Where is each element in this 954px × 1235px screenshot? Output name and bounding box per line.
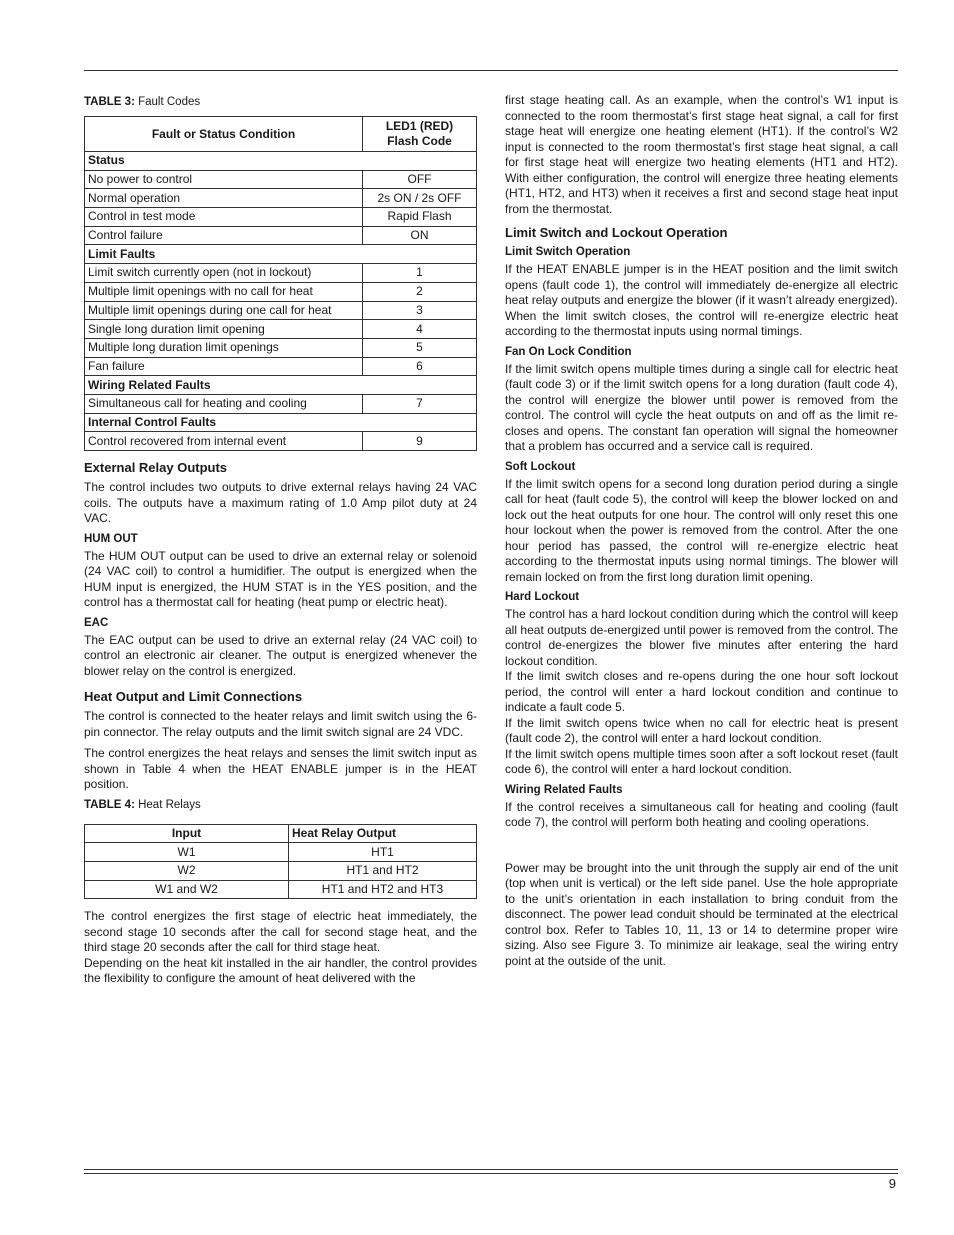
table4-col1-header: Input: [85, 824, 289, 843]
hard-lockout-paragraph-4: If the limit switch opens multiple times soon after a soft lockout reset (fault code 6), the control will enter a hard lockout condition.: [505, 746, 898, 776]
table3-condition-cell: Fan failure: [85, 357, 363, 376]
table3-condition-cell: Single long duration limit opening: [85, 320, 363, 339]
table3-condition-cell: Multiple limit openings with no call for heat: [85, 282, 363, 301]
heat-relays-table: [84, 824, 477, 900]
bottom-rule: [84, 1169, 898, 1170]
table3-code-cell: 9: [363, 432, 477, 451]
table4-output-cell: HT1 and HT2 and HT3: [289, 880, 477, 899]
table3-group-row: [85, 152, 477, 171]
table-row: [85, 843, 477, 862]
ext-relay-paragraph: The control includes two outputs to drive external relays having 24 VAC coils. The outputs have a maximum rating of 1.0 Amp pilot duty at 24 VAC.: [84, 480, 477, 525]
table-row: [85, 208, 477, 227]
hum-out-heading: HUM OUT: [84, 532, 138, 545]
table3-condition-cell: Control failure: [85, 226, 363, 245]
table4-header-row: [85, 824, 477, 843]
table-row: [85, 320, 477, 339]
table-row: [85, 170, 477, 189]
limit-switch-operation-paragraph: If the HEAT ENABLE jumper is in the HEAT position and the limit switch opens (fault code 1), the control will immediately de-energize all electric heat relay outputs and energize the blower (if it wasn’t already energized). When the limit switch closes, the control will re-energize electric heat according to the thermostat inputs using normal timings.: [505, 262, 898, 338]
table3-group-row: [85, 413, 477, 432]
table4-output-cell: HT1: [289, 843, 477, 862]
wiring-faults-heading: Wiring Related Faults: [505, 783, 623, 796]
limit-switch-lockout-heading: Limit Switch and Lockout Operation: [505, 225, 728, 240]
eac-paragraph: The EAC output can be used to drive an external relay (24 VAC coil) to control an electronic air cleaner. The output is energized whenever the blower relay on the control is energized.: [84, 632, 477, 678]
table-row: [85, 880, 477, 899]
table4-output-cell: HT1 and HT2: [289, 861, 477, 880]
table3-body: [85, 152, 477, 451]
page-number: 9: [888, 1176, 896, 1191]
soft-lockout-paragraph: If the limit switch opens for a second long duration period during a single call for heat (fault code 5), the control will keep the blower locked on and lock out the heat outputs for one hour. The control will only reset this one hour lockout when the power is removed from the control. After the one hour period has passed, the control will re-energize electric heat according to the thermostat inputs using normal timings. The blower will remain locked on from the first long duration limit opening.: [505, 476, 898, 584]
table-row: [85, 861, 477, 880]
bottom-rule-secondary: [84, 1173, 898, 1174]
soft-lockout-heading: Soft Lockout: [505, 460, 576, 473]
table3-code-cell: 5: [363, 338, 477, 357]
table3-condition-cell: Multiple limit openings during one call for heat: [85, 301, 363, 320]
table-row: [85, 301, 477, 320]
table3-condition-cell: Control in test mode: [85, 208, 363, 227]
table3-group-label: Limit Faults: [85, 245, 477, 264]
table4-caption: [84, 799, 477, 811]
table3-col1-header: Fault or Status Condition: [85, 117, 363, 152]
heat-output-paragraph-2: The control energizes the heat relays and senses the limit switch input as shown in Table 4 when the HEAT ENABLE jumper is in the HEAT position.: [84, 746, 477, 791]
table3-condition-cell: Limit switch currently open (not in lockout): [85, 264, 363, 283]
right-column: [505, 93, 898, 975]
table3-code-cell: OFF: [363, 170, 477, 189]
table3-code-cell: 1: [363, 264, 477, 283]
table3-group-label: Internal Control Faults: [85, 413, 477, 432]
table-row: [85, 226, 477, 245]
table4-label: TABLE 4:: [84, 798, 135, 811]
table3-code-cell: 4: [363, 320, 477, 339]
fault-codes-table: [84, 116, 477, 451]
heat-output-heading: Heat Output and Limit Connections: [84, 689, 303, 704]
table3-title: Fault Codes: [138, 96, 201, 108]
after-table4-paragraph-1: The control energizes the first stage of electric heat immediately, the second stage 10 seconds after the call for second stage heat, and the third stage 20 seconds after the call for third stage heat.: [84, 909, 477, 955]
table-row: [85, 282, 477, 301]
table3-group-row: [85, 245, 477, 264]
table-row: [85, 432, 477, 451]
table3-caption: [84, 96, 477, 108]
fan-on-lock-heading: Fan On Lock Condition: [505, 345, 632, 358]
power-wiring-paragraph: Power may be brought into the unit through the supply air end of the unit (top when unit is vertical) or the left side panel. Use the hole appropriate to the unit’s orientation in each installation to bring conduit from the disconnect. The power lead conduit should be terminated at the electrical control box. Refer to Tables 10, 11, 13 or 14 to determine proper wire sizing. Also see Figure 3. To minimize air leakage, seal the wiring entry point at the outside of the unit.: [505, 860, 898, 968]
hard-lockout-paragraph-1: The control has a hard lockout condition during which the control will keep all heat outputs de-energized until power is removed from the control. The control de-energizes the blower five minutes after entering the hard lockout condition.: [505, 607, 898, 668]
continued-paragraph: first stage heating call. As an example, when the control’s W1 input is connected to the room thermostat’s first stage heat signal, a call for first stage heat will energize one heating element (HT1). If the control’s W2 input is connected to the room thermostat’s first stage heat signal, a call for first stage heat will energize two heating elements (HT1 and HT2). With either configuration, the control will energize three heating elements (HT1, HT2, and HT3) when it receives a first and second stage heat input from the thermostat.: [505, 93, 898, 216]
table3-group-label: Status: [85, 152, 477, 171]
table4-input-cell: W1: [85, 843, 289, 862]
table3-group-row: [85, 376, 477, 395]
table3-code-cell: 7: [363, 394, 477, 413]
heat-output-paragraph-1: The control is connected to the heater relays and limit switch using the 6-pin connector. The relay outputs and the limit switch signal are 24 VDC.: [84, 709, 477, 739]
table3-code-cell: ON: [363, 226, 477, 245]
table3-col2-header: [363, 117, 477, 152]
fan-on-lock-paragraph: If the limit switch opens multiple times during a single call for electric heat (fault code 3) or if the limit switch opens for a long duration (fault code 4), the control will energize the blower until power is removed from the control. The control will cycle the heat outputs on and off as the limit re-closes and opens. The constant fan operation will signal the homeowner that a problem has occurred and a service call is required.: [505, 361, 898, 453]
table3-code-cell: 2s ON / 2s OFF: [363, 189, 477, 208]
table3-condition-cell: Simultaneous call for heating and cooling: [85, 394, 363, 413]
top-rule: [84, 70, 898, 71]
table4-input-cell: W1 and W2: [85, 880, 289, 899]
table3-col2-header-line2: Flash Code: [387, 134, 452, 148]
after-table4-paragraph-2: Depending on the heat kit installed in the air handler, the control provides the flexibility to configure the amount of heat delivered with the: [84, 955, 477, 986]
hum-out-paragraph: The HUM OUT output can be used to drive an external relay or solenoid (24 VAC coil) to control a humidifier. The output is energized when the HUM input is energized, the HUM STAT is in the YES position, and the control has a thermostat call for heating (heat pump or electric heat).: [84, 548, 477, 609]
table-row: [85, 357, 477, 376]
table3-code-cell: Rapid Flash: [363, 208, 477, 227]
table3-code-cell: 6: [363, 357, 477, 376]
table3-col2-header-line1: LED1 (RED): [385, 119, 454, 133]
table-row: [85, 189, 477, 208]
limit-switch-operation-heading: Limit Switch Operation: [505, 246, 631, 258]
table4-title: Heat Relays: [138, 798, 201, 811]
hard-lockout-paragraph-2: If the limit switch closes and re-opens during the one hour soft lockout period, the control will enter a hard lockout condition and continue to indicate a fault code 5.: [505, 669, 898, 714]
table3-condition-cell: Multiple long duration limit openings: [85, 338, 363, 357]
table3-header-row: [85, 117, 477, 152]
table3-condition-cell: Control recovered from internal event: [85, 432, 363, 451]
ext-relay-heading: External Relay Outputs: [84, 460, 228, 475]
table-row: [85, 394, 477, 413]
table4-input-cell: W2: [85, 861, 289, 880]
table3-condition-cell: No power to control: [85, 170, 363, 189]
hard-lockout-paragraph-3: If the limit switch opens twice when no call for electric heat is present (fault code 2), the control will enter a hard lockout condition.: [505, 715, 898, 745]
table3-code-cell: 3: [363, 301, 477, 320]
table3-code-cell: 2: [363, 282, 477, 301]
left-column: [84, 92, 477, 993]
hard-lockout-heading: Hard Lockout: [505, 591, 580, 603]
table4-col2-header: Heat Relay Output: [289, 824, 477, 843]
table3-condition-cell: Normal operation: [85, 189, 363, 208]
table4-body: [85, 843, 477, 899]
table-row: [85, 338, 477, 357]
table-row: [85, 264, 477, 283]
wiring-faults-paragraph: If the control receives a simultaneous call for heating and cooling (fault code 7), the control will perform both heating and cooling operations.: [505, 799, 898, 829]
eac-heading: EAC: [84, 616, 109, 629]
table3-label: TABLE 3:: [84, 96, 135, 108]
table3-group-label: Wiring Related Faults: [85, 376, 477, 395]
